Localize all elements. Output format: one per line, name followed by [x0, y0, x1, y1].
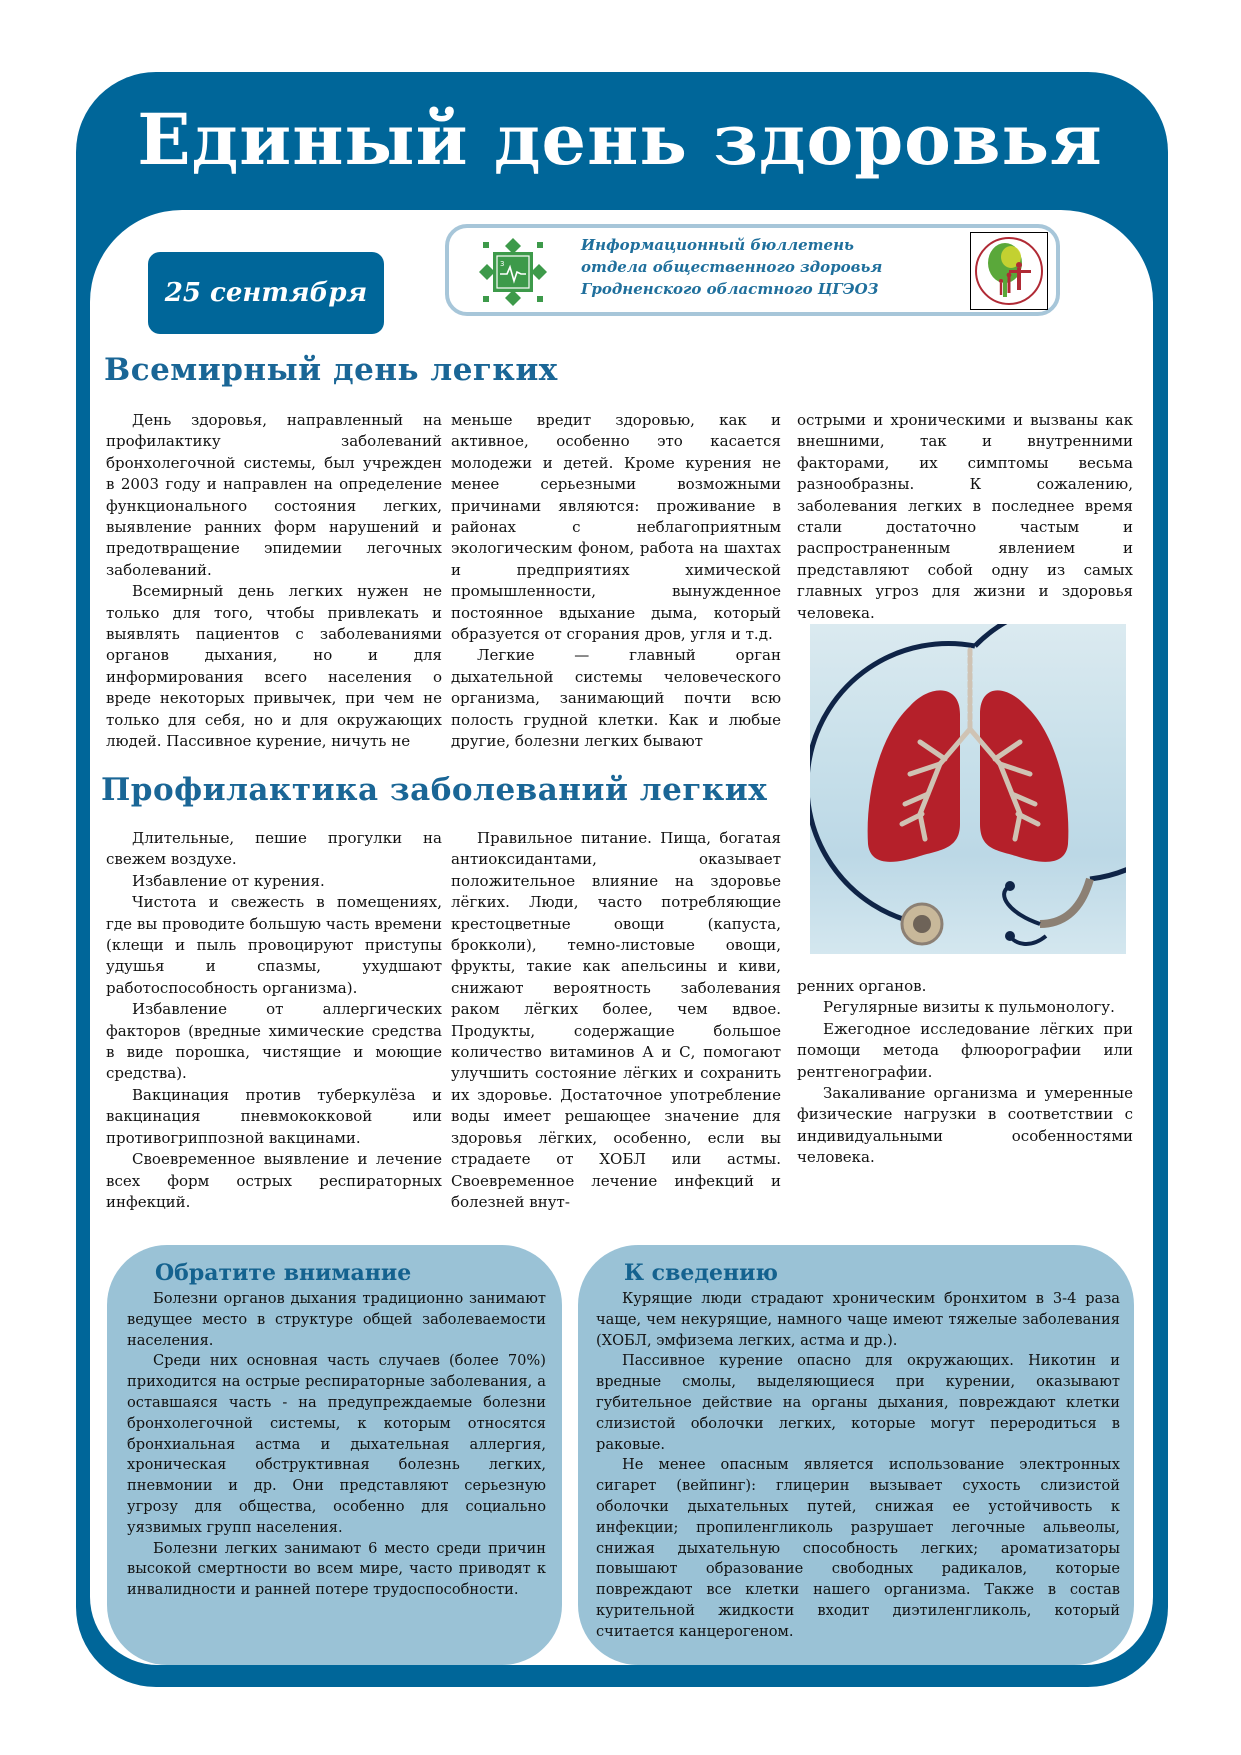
date-badge: 25 сентября: [148, 252, 384, 334]
section1-column-3: [797, 410, 1133, 624]
paragraph: Болезни легких занимают 6 место среди причин высокой смертности во всем мире, часто приводят к инвалидности и ранней потере трудоспособности.: [127, 1539, 546, 1599]
list-item: Своевременное выявление и лечение всех форм острых респираторных инфекций.: [106, 1150, 442, 1211]
section-heading-world-lung-day: Всемирный день легких: [104, 352, 558, 388]
paragraph: День здоровья, направленный на профилактику заболеваний бронхолегочной системы, был учрежден в 2003 году и направлен на определение функционального состояния легких, выявление ранних форм нарушений и предотвращение эпидемии легочных заболеваний.: [106, 411, 442, 579]
paragraph: Всемирный день легких нужен не только для того, чтобы привлекать и выявлять пациентов с заболеваниями органов дыхания, но и для информирования всего населения о вреде некоторых привычек, при чем не только для себя, но и для окружающих людей. Пассивное курение, ничуть не: [106, 582, 442, 751]
paragraph: острыми и хроническими и вызваны как внешними, так и внутренними факторами, их симптомы весьма разнообразны. К сожалению, заболевания легких в последнее время стали достаточно частым и распространенным явлением и представляют собой одну из самых главных угроз для жизни и здоровья человека.: [797, 411, 1133, 622]
info-note-box-title: К сведению: [624, 1260, 778, 1286]
list-item: Чистота и свежесть в помещениях, где вы проводите большую часть времени (клещи и пыль провоцируют приступы удушья и спазмы, ухудшают работоспособность организма).: [106, 893, 442, 997]
paragraph: Болезни органов дыхания традиционно занимают ведущее место в структуре общей заболеваемости населения.: [127, 1290, 546, 1349]
info-note-box: [578, 1245, 1134, 1665]
info-note-box-body: [596, 1289, 1120, 1643]
section1-column-2: [451, 410, 781, 753]
list-item: Избавление от курения.: [132, 871, 325, 890]
paragraph: Среди них основная часть случаев (более 70%) приходится на острые респираторные заболевания, а оставшаяся часть - на предупреждаемые болезни бронхолегочной системы, к которым относятся бронхиальная астма и дыхательная аллергия, хроническая обструктивная болезнь легких, пневмонии и др. Они представляют серьезную угрозу для общества, особенно для социально уязвимых групп населения.: [127, 1352, 546, 1536]
attention-box: [107, 1245, 562, 1665]
organization-logo: [970, 232, 1048, 310]
paragraph: Курящие люди страдают хроническим бронхитом в 3-4 раза чаще, чем некурящие, намного чаще имеют тяжелые заболевания (ХОБЛ, эмфизема легких, астма и др.).: [596, 1290, 1120, 1349]
list-item: Правильное питание. Пища, богатая антиоксидантами, оказывает положительное влияние на здоровье лёгких. Люди, часто потребляющие крестоцветные овощи (капуста, брокколи), темно-листовые овощи, фрукты, такие как апельсины и киви, снижают вероятность заболевания раком лёгких более, чем вдвое. Продукты, содержащие большое количество витаминов А и С, помогают улучшить состояние лёгких и сохранить их здоровье. Достаточное употребление воды имеет решающее значение для здоровья лёгких, особенно, если вы страдаете от ХОБЛ или астмы. Своевременное лечение инфекций и болезней внут-: [451, 829, 781, 1211]
page-title: Единый день здоровья: [137, 98, 1103, 181]
health-emblem-icon: [477, 236, 549, 308]
bulletin-info-text: [581, 234, 941, 300]
section1-column-1: [106, 410, 442, 753]
lungs-icon: [810, 624, 1126, 954]
info-line-3: Гродненского областного ЦГЭОЗ: [581, 280, 879, 298]
attention-box-body: [127, 1289, 546, 1601]
bulletin-info-box: [445, 224, 1060, 316]
paragraph: Пассивное курение опасно для окружающих. Никотин и вредные смолы, выделяющиеся при курении, оказывают губительное действие на органы дыхания, повреждают клетки слизистой оболочки легких, которые могут переродиться в раковые.: [596, 1352, 1120, 1453]
section-heading-prevention: Профилактика заболеваний легких: [101, 772, 768, 808]
section2-column-3: [797, 976, 1133, 1169]
list-item: Закаливание организма и умеренные физические нагрузки в соответствии с индивидуальными особенностями человека.: [797, 1084, 1133, 1167]
section2-column-1: [106, 828, 442, 1213]
list-item: Вакцинация против туберкулёза и вакцинация пневмококковой или противогриппозной вакцинами.: [106, 1085, 442, 1147]
list-item: Регулярные визиты к пульмонологу.: [823, 998, 1115, 1017]
paragraph: Легкие — главный орган дыхательной системы человеческого организма, занимающий почти всю полость грудной клетки. Как и любые другие, болезни легких бывают: [451, 646, 781, 751]
section2-column-2: [451, 828, 781, 1213]
paragraph: Не менее опасным является использование электронных сигарет (вейпинг): глицерин вызывает сухость слизистой оболочки дыхательных путей, снижая ее устойчивость к инфекции; пропиленгликоль разрушает легочные альвеолы, снижая дыхательную способность легких; ароматизаторы повышают образование свободных радикалов, которые повреждают все клетки нашего организма. Также в состав курительной жидкости входит диэтиленгликоль, который считается канцерогеном.: [596, 1456, 1120, 1640]
info-line-2: отдела общественного здоровья: [581, 258, 883, 276]
tree-people-logo-icon: [971, 233, 1047, 309]
lungs-stethoscope-illustration: [810, 624, 1126, 954]
svg-text:3: 3: [500, 260, 505, 268]
attention-box-title: Обратите внимание: [155, 1260, 412, 1286]
info-line-1: Информационный бюллетень: [581, 236, 854, 254]
list-item: Избавление от аллергических факторов (вредные химические средства в виде порошка, чистящие и моющие средства).: [106, 1000, 442, 1083]
list-item: Ежегодное исследование лёгких при помощи метода флюорографии или рентгенографии.: [797, 1019, 1133, 1081]
list-item: ренних органов.: [797, 977, 927, 995]
paragraph: меньше вредит здоровью, как и активное, особенно это касается молодежи и детей. Кроме курения не менее серьезными возможными причинами являются: проживание в районах с неблагоприятным экологическим фоном, работа на шахтах и предприятиях химической промышленности, вынужденное постоянное вдыхание дыма, который образуется от сгорания дров, угля и т.д.: [451, 411, 781, 644]
list-item: Длительные, пешие прогулки на свежем воздухе.: [106, 829, 442, 869]
